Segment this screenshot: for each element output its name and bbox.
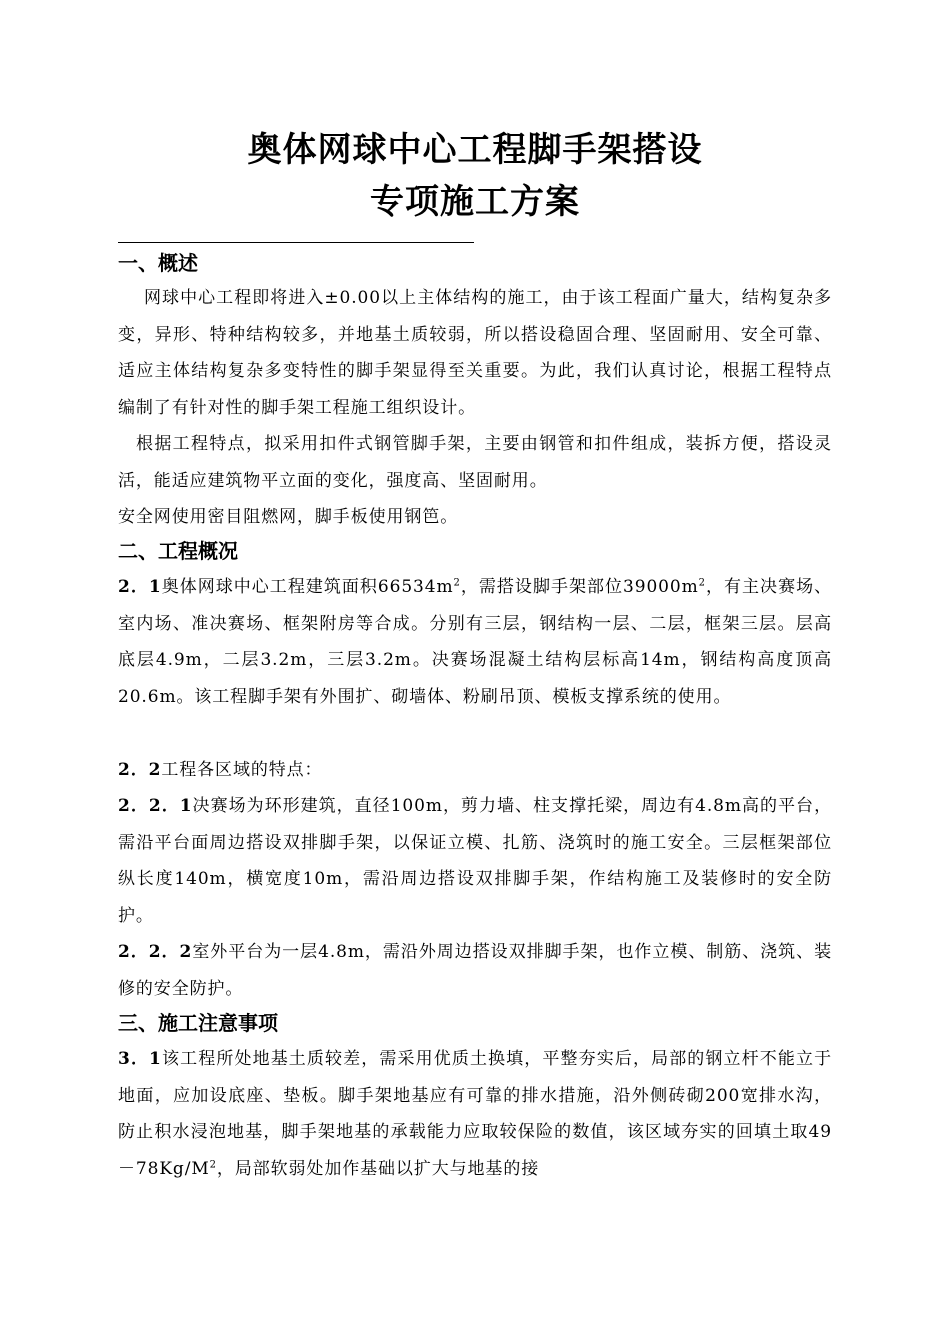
item-text: ，局部软弱处加作基础以扩大与地基的接 <box>216 1158 540 1179</box>
item-number: 2．2．2 <box>118 942 193 962</box>
overview-paragraph-3: 安全网使用密目阻燃网，脚手板使用钢笆。 <box>118 507 459 527</box>
item-text: 奥体网球中心工程建筑面积66534m <box>161 577 454 597</box>
section-heading-overview: 一、概述 <box>118 251 198 275</box>
superscript: 2 <box>453 577 461 589</box>
item-number: 2．2．1 <box>118 796 193 816</box>
overview-paragraph-1: 网球中心工程即将进入±0.00以上主体结构的施工，由于该工程面广量大，结构复杂多变，异形、特种结构较多，并地基土质较弱，所以搭设稳固合理、坚固耐用、安全可靠、适应主体结构复杂多变特性的脚手架显得至关重要。为此，我们认真讨论，根据工程特点编制了有针对性的脚手架工程施工组织设计。 <box>118 288 832 418</box>
superscript: 2 <box>698 577 706 589</box>
item-text: 决赛场为环形建筑，直径100m，剪力墙、柱支撑托梁，周边有4.8m高的平台，需沿平台面周边搭设双排脚手架，以保证立模、扎筋、浇筑时的施工安全。三层框架部位纵长度140m，横宽度10m，需沿周边搭设双排脚手架，作结构施工及装修时的安全防护。 <box>118 796 832 926</box>
superscript: 2 <box>209 1158 217 1170</box>
document-title-line1: 奥体网球中心工程脚手架搭设 <box>247 130 703 170</box>
item-text: 室外平台为一层4.8m，需沿外周边搭设双排脚手架，也作立模、制筋、浇筑、装修的安全防护。 <box>118 942 832 999</box>
item-2-2-2 <box>118 934 832 1007</box>
item-text: ，有主决赛场、室内场、准决赛场、框架附房等合成。分别有三层，钢结构一层、二层，框架三层。层高底层4.9m，二层3.2m，三层3.2m。决赛场混凝土结构层标高14m，钢结构高度顶高20.6m。该工程脚手架有外围扩、砌墙体、粉刷吊顶、模板支撑系统的使用。 <box>118 577 832 707</box>
item-2-2 <box>118 752 832 789</box>
overview-paragraph-2: 根据工程特点，拟采用扣件式钢管脚手架，主要由钢管和扣件组成，装拆方便，搭设灵活，能适应建筑物平立面的变化，强度高、坚固耐用。 <box>118 434 832 491</box>
item-2-1 <box>118 569 832 715</box>
item-2-2-1 <box>118 788 832 934</box>
item-number: 3．1 <box>118 1049 162 1069</box>
item-text: ，需搭设脚手架部位39000m <box>460 577 699 597</box>
section-heading-construction-notes: 三、施工注意事项 <box>118 1011 278 1035</box>
item-number: 2．2 <box>118 760 162 780</box>
item-text: 工程各区域的特点： <box>161 760 323 780</box>
title-divider <box>118 242 474 243</box>
section-heading-project-overview: 二、工程概况 <box>118 539 238 563</box>
item-3-1 <box>118 1041 832 1187</box>
document-title-line2: 专项施工方案 <box>370 182 580 222</box>
item-number: 2．1 <box>118 577 162 597</box>
item-text: 该工程所处地基土质较差，需采用优质土换填，平整夯实后，局部的钢立杆不能立于地面，应加设底座、垫板。脚手架地基应有可靠的排水措施，沿外侧砖砌200宽排水沟，防止积水浸泡地基，脚手架地基的承载能力应取较保险的数值，该区域夯实的回填土取49－78Kg/M <box>118 1049 832 1179</box>
